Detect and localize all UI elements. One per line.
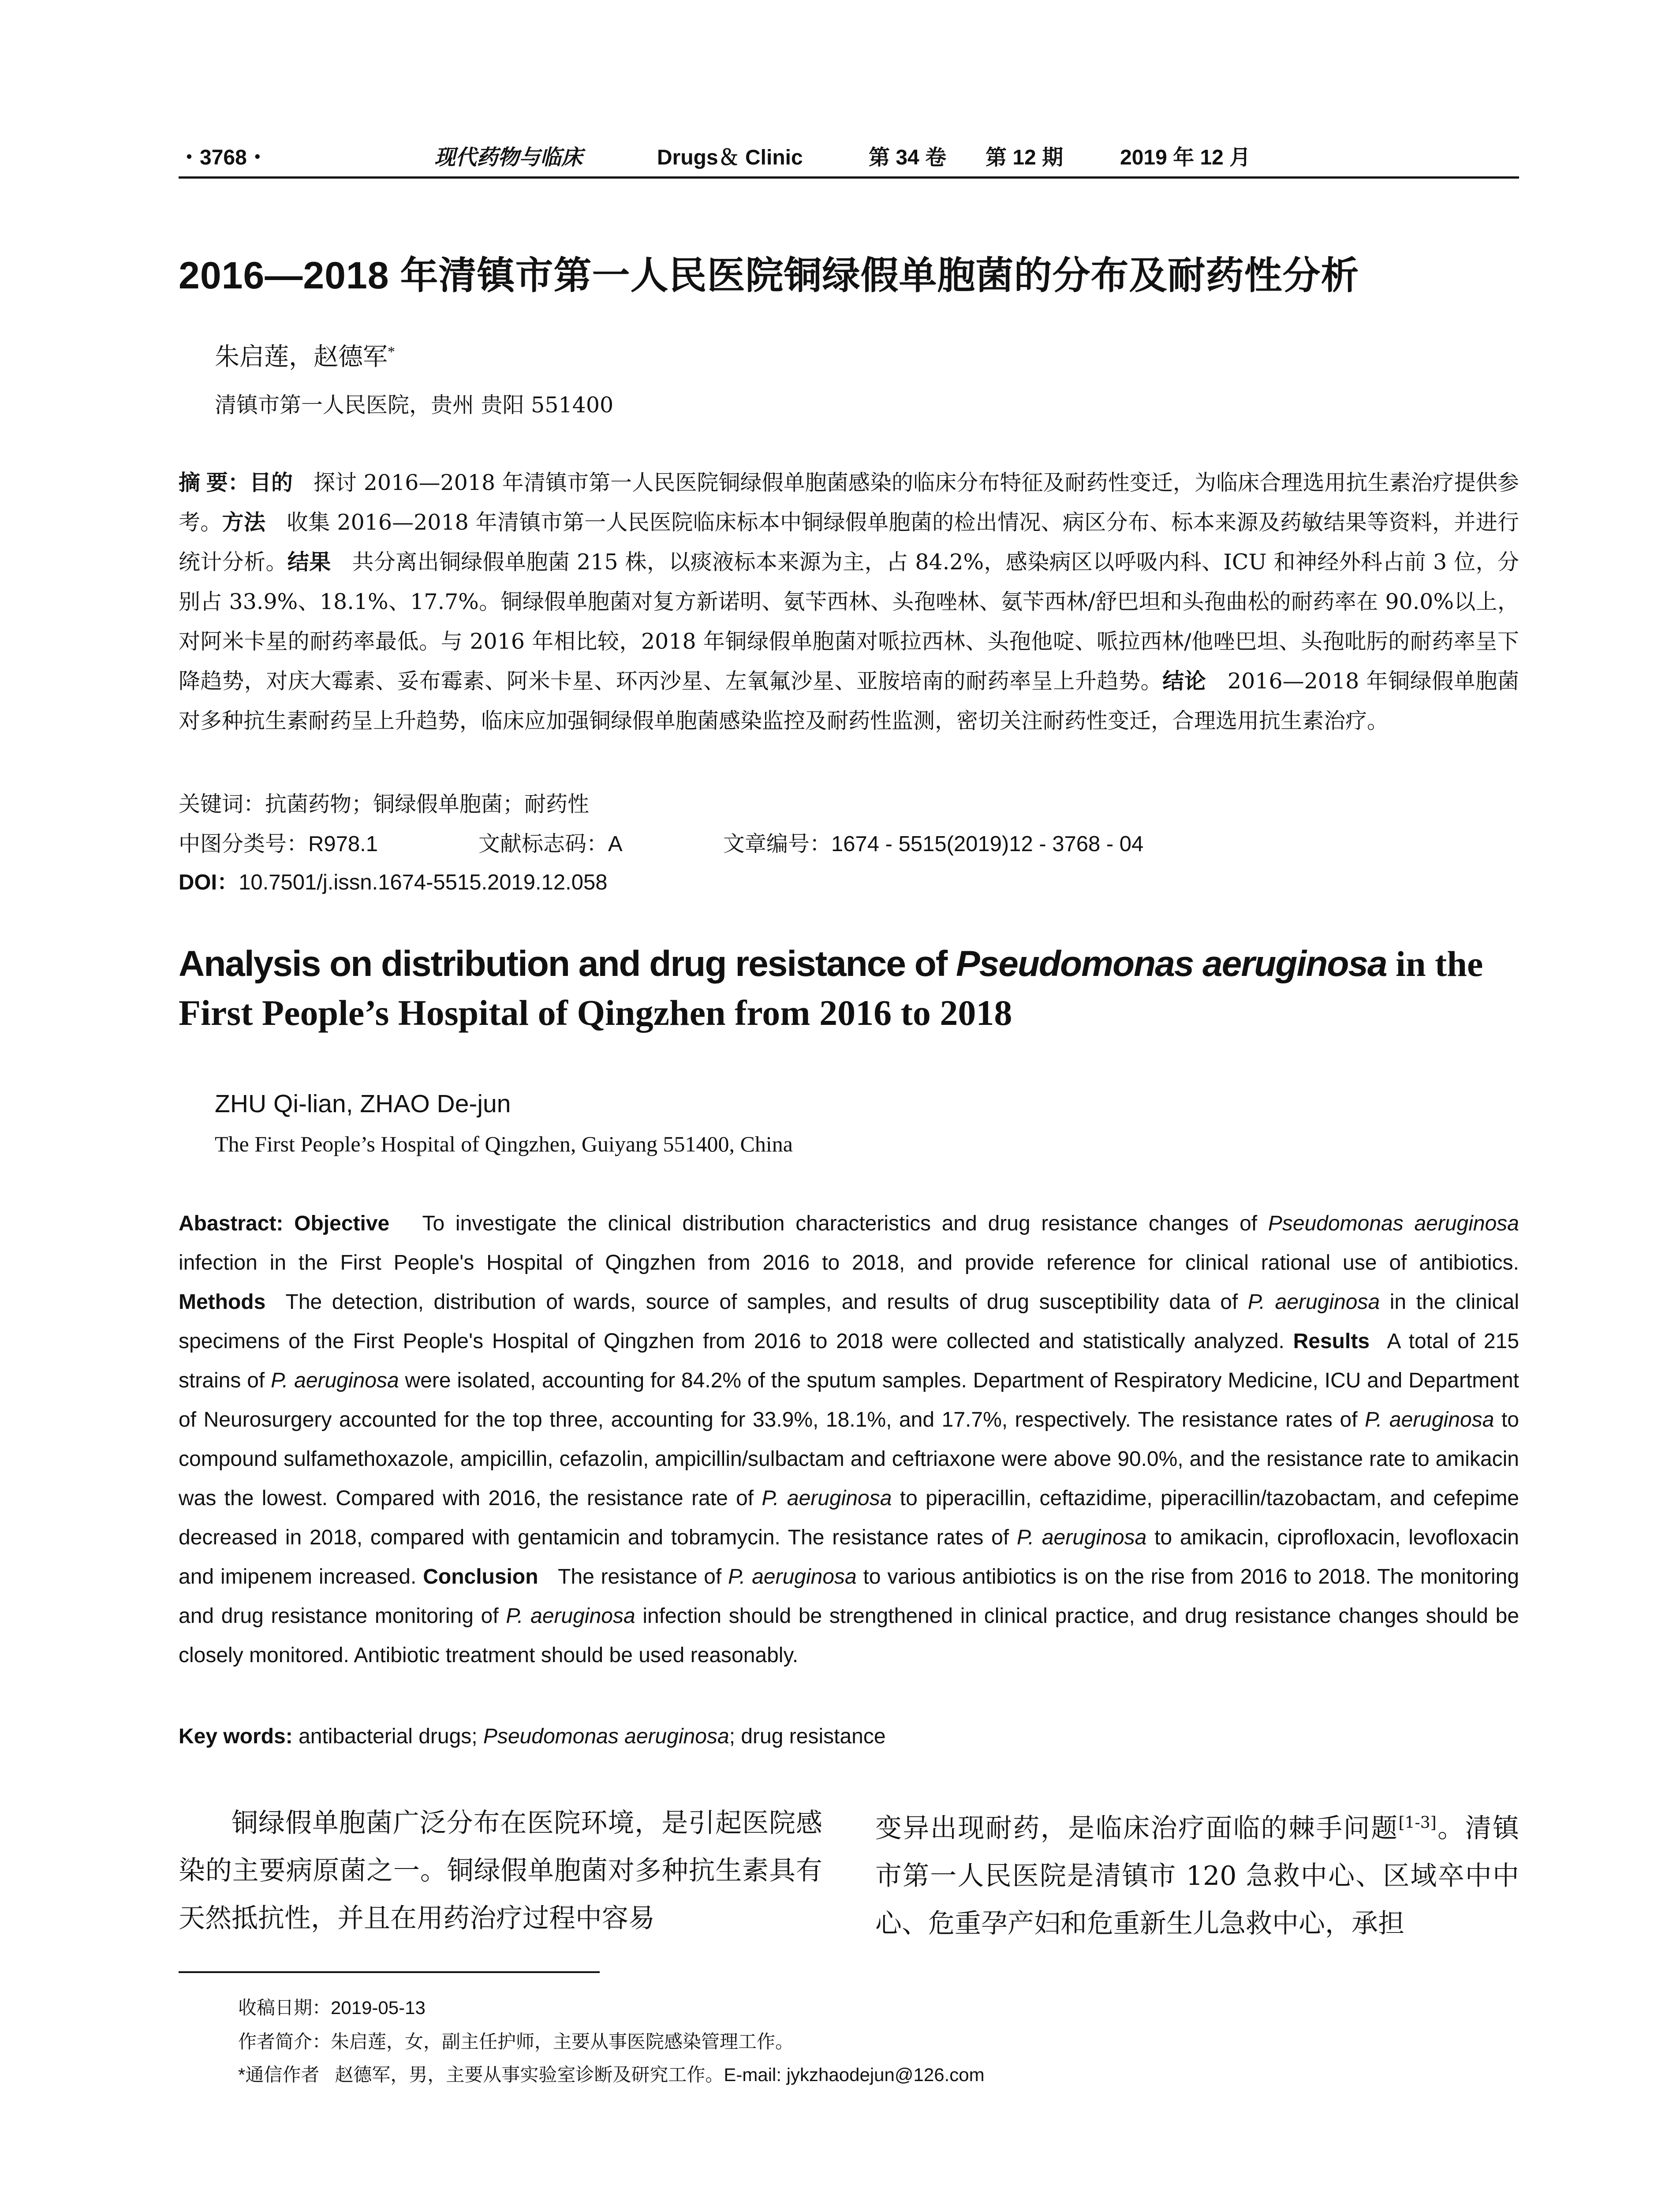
- article-number: [723, 827, 1143, 858]
- keywords-cn: [179, 787, 589, 818]
- page-number: ・3768・: [179, 146, 268, 169]
- volume: 第 34 卷: [869, 146, 947, 169]
- objective-text: 探讨 2016—2018 年清镇市第一人民医院铜绿假单胞菌感染的临床分布特征及耐药性变迁，为临床合理选用抗生素治疗提供参考。: [179, 470, 1519, 535]
- header-rule: [179, 176, 1519, 179]
- objective-en-a: To investigate the clinical distribution characteristics and drug resistance changes of: [422, 1212, 1268, 1235]
- title-en-part1: Analysis on distribution and drug resistance of: [179, 944, 956, 984]
- citation-ref: [1-3]: [1398, 1814, 1437, 1832]
- methods-en-a: The detection, distribution of wards, source of samples, and results of drug susceptibility data of: [285, 1290, 1248, 1314]
- corresponding-label: *通信作者: [238, 2064, 320, 2085]
- keywords-en-a: antibacterial drugs;: [299, 1725, 483, 1748]
- doi-label: DOI：: [179, 871, 239, 894]
- abstract-cn: [179, 463, 1519, 741]
- title-en-part2: in the First People’s Hospital of Qingzhen from 2016 to 2018: [179, 944, 1483, 1033]
- authors-en: ZHU Qi-lian, ZHAO De-jun: [215, 1090, 511, 1118]
- conclusion-en-c: infection should be strengthened in clinical practice, and drug resistance changes should be closely monitored. Antibiotic treatment should be used reasonably.: [179, 1604, 1519, 1667]
- results-en-a: A total of 215 strains of: [179, 1330, 1519, 1392]
- results-en-b: were isolated, accounting for 84.2% of the sputum samples. Department of Respiratory Medicine, ICU and Department of Neurosurgery accounted for the top three, accounting for 33.9%, 18.1%, and 17.7%, respectively. The resistance rates of: [179, 1369, 1519, 1431]
- doc-value: A: [608, 832, 623, 856]
- document-code: [478, 827, 623, 858]
- journal-name-en: Drugs＆ Clinic: [657, 146, 803, 169]
- results-en-e: to amikacin, ciprofloxacin, levofloxacin and imipenem increased.: [179, 1526, 1519, 1588]
- objective-en-b: infection in the First People's Hospital of Qingzhen from 2016 to 2018, and provide reference for clinical rational use of antibiotics.: [179, 1251, 1519, 1274]
- authors-cn: [215, 337, 395, 373]
- footnote-rule: [179, 1971, 600, 1973]
- keywords-cn-label: 关键词：: [179, 792, 265, 816]
- keywords-cn-text: 抗菌药物；铜绿假单胞菌；耐药性: [265, 792, 590, 817]
- clc-number: [179, 827, 378, 858]
- article-label: 文章编号：: [723, 832, 832, 856]
- doc-label: 文献标志码：: [478, 832, 609, 856]
- body-right-a: 变异出现耐药，是临床治疗面临的棘手问题: [875, 1813, 1399, 1844]
- results-en-species-2: P. aeruginosa: [1365, 1408, 1494, 1431]
- keywords-en: [179, 1724, 886, 1749]
- received-date: 2019-05-13: [331, 1997, 426, 2018]
- title-en: [179, 939, 1519, 1037]
- conclusion-en-a: The resistance of: [558, 1565, 728, 1588]
- methods-en-species: P. aeruginosa: [1247, 1290, 1380, 1314]
- footnote-corresponding: [238, 2060, 985, 2087]
- methods-label: 方法: [222, 511, 266, 534]
- body-right-b: 。清镇市第一人民医院是清镇市 120 急救中心、区域卒中中心、危重孕产妇和危重新生儿急救中心，承担: [875, 1813, 1519, 1939]
- corresponding-text: 赵德军，男，主要从事实验室诊断及研究工作。E-mail: jykzhaodejun@126.com: [335, 2064, 985, 2085]
- bio-text: 朱启莲，女，副主任护师，主要从事医院感染管理工作。: [331, 2031, 794, 2052]
- corresponding-mark: *: [388, 344, 395, 360]
- results-en-species-3: P. aeruginosa: [762, 1487, 892, 1510]
- conclusion-label: 结论: [1162, 669, 1206, 693]
- keywords-en-species: Pseudomonas aeruginosa: [483, 1725, 729, 1748]
- results-en-c: to compound sulfamethoxazole, ampicillin, cefazolin, ampicillin/sulbactam and ceftriaxone were above 90.0%, and the resistance rate to amikacin was the lowest. Compared with 2016, the resistance rate of: [179, 1408, 1519, 1510]
- conclusion-en-b: to various antibiotics is on the rise from 2016 to 2018. The monitoring and drug resistance monitoring of: [179, 1565, 1519, 1628]
- footnote-received: [238, 1993, 426, 2020]
- conclusion-en-species-2: P. aeruginosa: [506, 1604, 635, 1628]
- conclusion-text: 2016—2018 年铜绿假单胞菌对多种抗生素耐药呈上升趋势，临床应加强铜绿假单胞菌感染监控及耐药性监测，密切关注耐药性变迁，合理选用抗生素治疗。: [179, 669, 1519, 733]
- bio-label: 作者简介：: [238, 2031, 331, 2052]
- authors-cn-names: 朱启莲，赵德军: [215, 344, 388, 371]
- conclusion-en-label: Conclusion: [423, 1565, 538, 1588]
- objective-label: 目的: [249, 471, 293, 495]
- body-column-right: [875, 1799, 1519, 1947]
- results-en-species-4: P. aeruginosa: [1016, 1526, 1147, 1549]
- objective-en-species: Pseudomonas aeruginosa: [1268, 1212, 1519, 1235]
- article-value: 1674 - 5515(2019)12 - 3768 - 04: [831, 832, 1144, 856]
- journal-name-cn: 现代药物与临床: [434, 146, 583, 169]
- results-label: 结果: [287, 550, 331, 574]
- title-cn: 2016—2018 年清镇市第一人民医院铜绿假单胞菌的分布及耐药性分析: [179, 254, 1359, 297]
- abstract-en: [179, 1204, 1519, 1675]
- doi-value: 10.7501/j.issn.1674-5515.2019.12.058: [239, 871, 608, 894]
- conclusion-en-species-1: P. aeruginosa: [728, 1565, 857, 1588]
- results-en-d: to piperacillin, ceftazidime, piperacillin/tazobactam, and cefepime decreased in 2018, compared with gentamicin and tobramycin. The resistance rates of: [179, 1487, 1519, 1549]
- doi: [179, 865, 608, 896]
- body-column-left: 铜绿假单胞菌广泛分布在医院环境，是引起医院感染的主要病原菌之一。铜绿假单胞菌对多种抗生素具有天然抵抗性，并且在用药治疗过程中容易: [179, 1808, 822, 1934]
- affiliation-cn: 清镇市第一人民医院，贵州 贵阳 551400: [215, 392, 614, 418]
- keywords-en-b: ; drug resistance: [729, 1725, 886, 1748]
- results-en-label: Results: [1293, 1330, 1370, 1353]
- abstract-en-label: Abastract:: [179, 1212, 295, 1235]
- keywords-en-label: Key words:: [179, 1725, 299, 1748]
- title-en-species: Pseudomonas aeruginosa: [956, 944, 1387, 984]
- methods-en-b: in the clinical specimens of the First People's Hospital of Qingzhen from 2016 to 2018 were collected and statistically analyzed.: [179, 1290, 1519, 1353]
- issue-date: 2019 年 12 月: [1120, 146, 1251, 169]
- footnote-author-bio: [238, 2027, 794, 2054]
- clc-value: R978.1: [308, 832, 378, 856]
- results-text: 共分离出铜绿假单胞菌 215 株，以痰液标本来源为主，占 84.2%，感染病区以呼吸内科、ICU 和神经外科占前 3 位，分别占 33.9%、18.1%、17.7%。铜绿假单胞菌对复方新诺明、氨苄西林、头孢唑林、氨苄西林/舒巴坦和头孢曲松的耐药率在 90.0%以上，对阿米卡星的耐药率最低。与 2016 年相比较，2018 年铜绿假单胞菌对哌拉西林、头孢他啶、哌拉西林/他唑巴坦、头孢吡肟的耐药率呈下降趋势，对庆大霉素、妥布霉素、阿米卡星、环丙沙星、左氧氟沙星、亚胺培南的耐药率呈上升趋势。: [179, 549, 1519, 694]
- methods-text: 收集 2016—2018 年清镇市第一人民医院临床标本中铜绿假单胞菌的检出情况、病区分布、标本来源及药敏结果等资料，并进行统计分析。: [179, 510, 1519, 575]
- methods-en-label: Methods: [179, 1290, 266, 1314]
- objective-en-label: Objective: [294, 1212, 390, 1235]
- results-en-species-1: P. aeruginosa: [271, 1369, 399, 1392]
- received-label: 收稿日期：: [238, 1997, 331, 2018]
- abstract-cn-label: 摘 要：: [179, 471, 250, 495]
- affiliation-en: The First People’s Hospital of Qingzhen, Guiyang 551400, China: [215, 1132, 793, 1156]
- clc-label: 中图分类号：: [179, 832, 309, 856]
- issue: 第 12 期: [986, 146, 1064, 169]
